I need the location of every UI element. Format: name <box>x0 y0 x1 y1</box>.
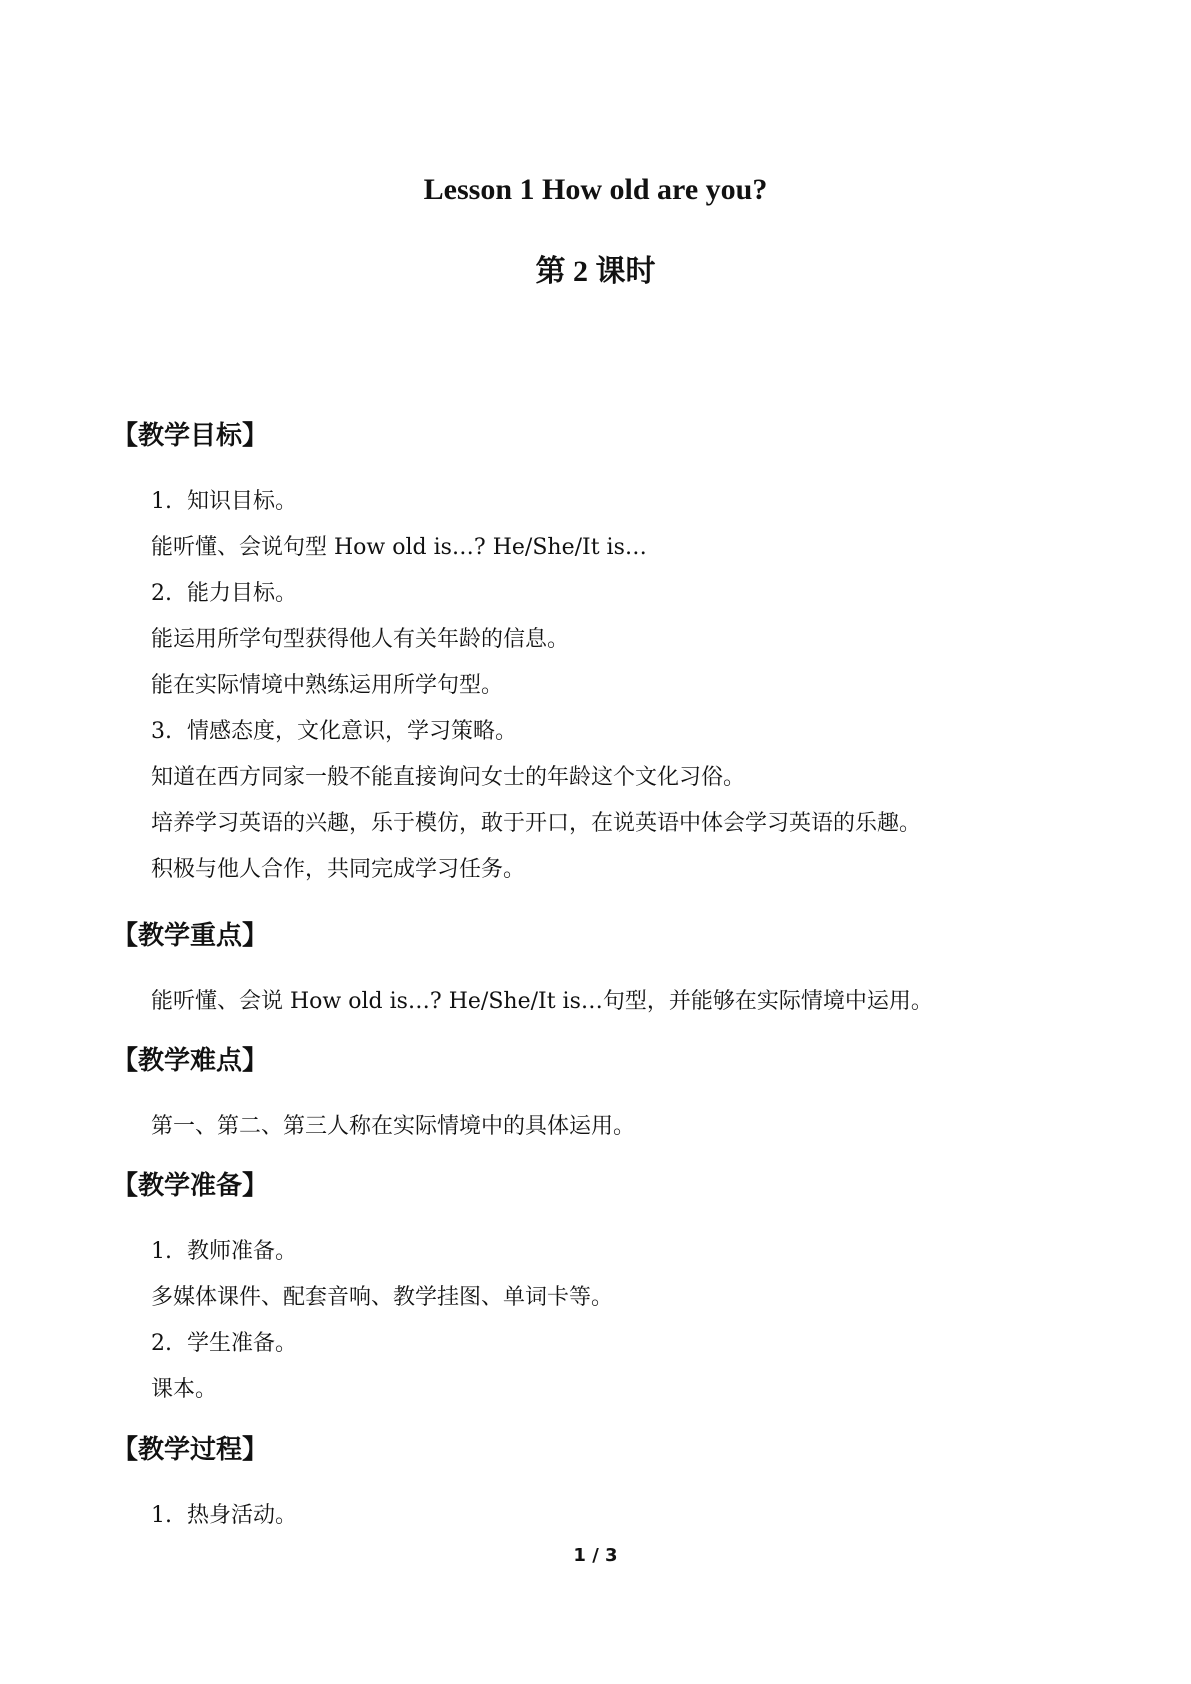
objectives-item-2 <box>151 578 297 610</box>
item-number: 1. <box>151 1239 172 1264</box>
section-heading-preparation: 【教学准备】 <box>112 1171 269 1201</box>
process-item-1 <box>151 1500 297 1532</box>
item-number: 2. <box>151 581 172 606</box>
item-text: 热身活动。 <box>187 1503 298 1528</box>
item-text: 情感态度，文化意识，学习策略。 <box>187 719 518 744</box>
preparation-line-1: 多媒体课件、配套音响、教学挂图、单词卡等。 <box>151 1285 614 1310</box>
objectives-item-3 <box>151 716 517 748</box>
section-heading-difficulties: 【教学难点】 <box>112 1046 269 1076</box>
section-heading-process: 【教学过程】 <box>112 1435 269 1465</box>
item-number: 1. <box>151 1503 172 1528</box>
item-text: 能力目标。 <box>187 581 298 606</box>
item-number: 2. <box>151 1331 172 1356</box>
item-text: 知识目标。 <box>187 489 298 514</box>
item-text: 学生准备。 <box>187 1331 298 1356</box>
section-heading-objectives: 【教学目标】 <box>112 421 269 451</box>
preparation-item-1 <box>151 1236 297 1268</box>
objectives-line-1: 能听懂、会说句型 How old is…? He/She/It is… <box>151 535 647 560</box>
objectives-line-4: 知道在西方同家一般不能直接询问女士的年龄这个文化习俗。 <box>151 765 746 790</box>
preparation-line-2: 课本。 <box>151 1377 218 1402</box>
difficulties-line-1: 第一、第二、第三人称在实际情境中的具体运用。 <box>151 1114 636 1139</box>
item-text: 教师准备。 <box>187 1239 298 1264</box>
item-number: 1. <box>151 489 172 514</box>
item-number: 3. <box>151 719 172 744</box>
preparation-item-2 <box>151 1328 297 1360</box>
document-subtitle: 第 2 课时 <box>535 255 656 288</box>
objectives-line-6: 积极与他人合作，共同完成学习任务。 <box>151 857 526 882</box>
objectives-line-2: 能运用所学句型获得他人有关年龄的信息。 <box>151 627 570 652</box>
section-heading-key-points: 【教学重点】 <box>112 921 269 951</box>
document-title: Lesson 1 How old are you? <box>423 173 768 206</box>
objectives-line-5: 培养学习英语的兴趣，乐于模仿，敢于开口，在说英语中体会学习英语的乐趣。 <box>151 811 922 836</box>
objectives-item-1 <box>151 486 297 518</box>
page-number: 1 / 3 <box>573 1545 618 1566</box>
key-points-line-1: 能听懂、会说 How old is…? He/She/It is…句型，并能够在实际情境中运用。 <box>151 989 933 1014</box>
objectives-line-3: 能在实际情境中熟练运用所学句型。 <box>151 673 504 698</box>
